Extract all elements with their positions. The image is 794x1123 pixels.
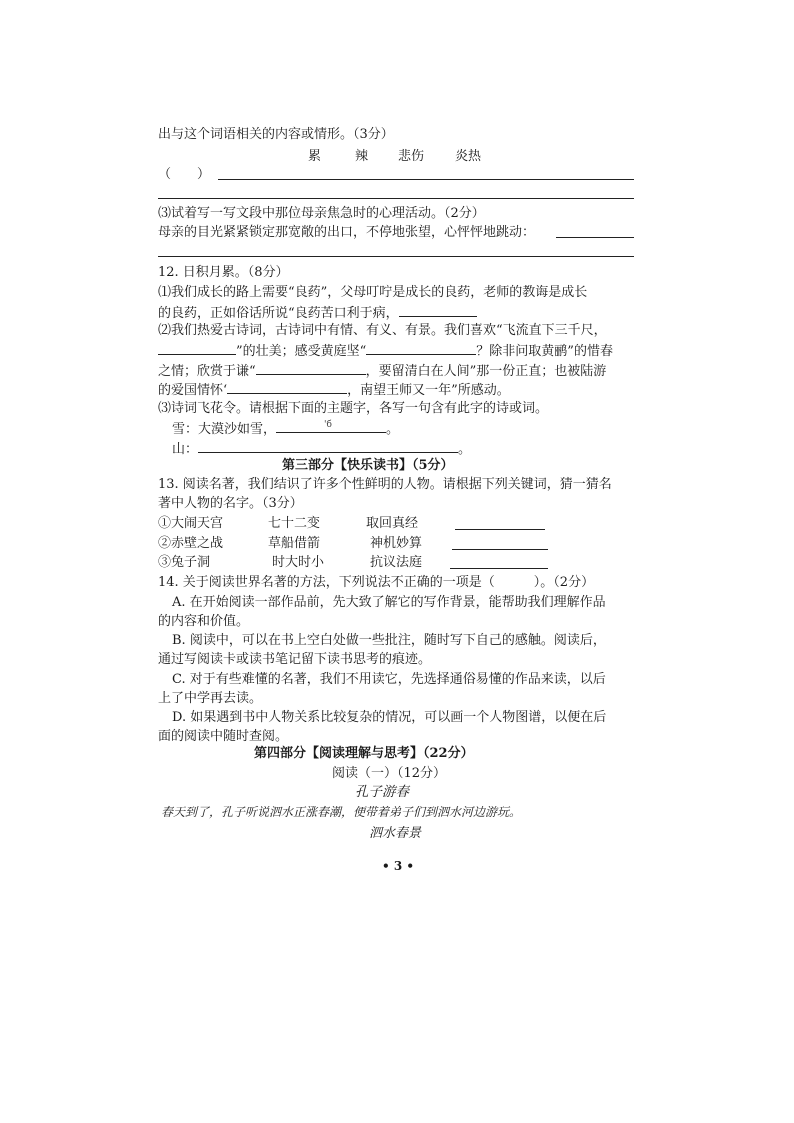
q12-p2-b: ”的壮美；感受黄庭坚“ ？除非问取黄鹂”的惜春 bbox=[158, 343, 613, 358]
q12-p1-b: 的良药，正如俗话所说“良药苦口利于病， bbox=[158, 305, 477, 320]
answer-blank[interactable] bbox=[276, 421, 386, 433]
q14-option-d: D. 如果遇到书中人物关系比较复杂的情况，可以画一个人物图谱，以便在后 bbox=[172, 710, 607, 725]
q11-word-1: 累 bbox=[308, 149, 322, 164]
passage-subtitle: 泗水春景 bbox=[369, 826, 422, 841]
q13-row-3-c1: ③兔子洞 bbox=[158, 555, 211, 570]
q12-p1-a: ⑴我们成长的路上需要“良药”，父母叮咛是成长的良药，老师的教诲是成长 bbox=[158, 285, 588, 300]
q13-row-1-c1: ①大闹天宫 bbox=[158, 516, 224, 531]
q13-row-3-c2: 时大时小 bbox=[272, 555, 325, 570]
q12-p2-d: 的爱国情怀‘ ，南望王师又一年”所感动。 bbox=[158, 383, 510, 398]
q11-word-2: 辣 bbox=[355, 149, 369, 164]
answer-line[interactable] bbox=[450, 568, 548, 569]
passage-sentence: 春天到了，孔子听说泗水正涨春潮，便带着弟子们到泗水河边游玩。 bbox=[161, 805, 522, 819]
answer-line[interactable] bbox=[452, 549, 548, 550]
q12-p2-c: 之情；欣赏于谦“ ，要留清白在人间”那一份正直；也被陆游 bbox=[158, 364, 607, 379]
part3-heading: 第三部分【快乐读书】（5分） bbox=[282, 458, 454, 473]
part4-heading: 第四部分【阅读理解与思考】（22分） bbox=[254, 746, 474, 761]
q14-option-d-cont: 面的阅读中随时查阅。 bbox=[158, 729, 289, 744]
answer-line[interactable] bbox=[218, 179, 634, 180]
passage-title: 孔子游春 bbox=[355, 784, 409, 800]
answer-blank[interactable] bbox=[198, 441, 458, 453]
q11-paren: （ ） bbox=[158, 167, 211, 182]
reading-1-label: 阅读（一）（12分） bbox=[332, 766, 447, 781]
q14-option-b: B. 阅读中，可以在书上空白处做一些批注，随时写下自己的感触。阅读后， bbox=[172, 633, 606, 648]
q11-word-4: 炎热 bbox=[455, 149, 482, 164]
q11-sub3-line: 母亲的目光紧紧锁定那宽敞的出口，不停地张望，心怦怦地跳动： bbox=[158, 225, 536, 240]
q12-p2-a: ⑵我们热爱古诗词，古诗词中有情、有义、有景。我们喜欢“飞流直下三千尺， bbox=[158, 323, 607, 338]
q14-stem: 14. 关于阅读世界名著的方法，下列说法不正确的一项是（ ）。（2分） bbox=[158, 575, 595, 590]
q13-b: 著中人物的名字。（3分） bbox=[158, 496, 303, 511]
q13-row-2-c2: 草船借箭 bbox=[268, 536, 321, 551]
q13-row-2-c1: ②赤壁之战 bbox=[158, 536, 224, 551]
q11-word-3: 悲伤 bbox=[398, 149, 425, 164]
q12-title: 12. 日积月累。（8分） bbox=[158, 265, 289, 280]
answer-line[interactable] bbox=[556, 237, 634, 238]
answer-line[interactable] bbox=[158, 256, 634, 257]
q13-a: 13. 阅读名著，我们结识了许多个性鲜明的人物。请根据下列关键词，猜一猜名 bbox=[158, 477, 612, 492]
answer-line[interactable] bbox=[455, 529, 545, 530]
q12-snow: 雪：大漠沙如雪， 'б 。 bbox=[172, 420, 400, 437]
answer-blank[interactable] bbox=[366, 343, 476, 355]
q13-row-3-c3: 抗议法庭 bbox=[370, 555, 423, 570]
answer-blank[interactable] bbox=[256, 363, 366, 375]
q11-intro: 出与这个词语相关的内容或情形。（3分） bbox=[158, 127, 394, 142]
answer-line[interactable] bbox=[158, 198, 634, 199]
q12-mountain: 山： 。 bbox=[172, 442, 472, 457]
q13-row-1-c2: 七十二变 bbox=[268, 516, 321, 531]
q14-option-a: A. 在开始阅读一部作品前，先大致了解它的写作背景，能帮助我们理解作品 bbox=[172, 595, 606, 610]
answer-blank[interactable] bbox=[158, 343, 236, 355]
q14-option-b-cont: 通过写阅读卡或读书笔记留下读书思考的痕迹。 bbox=[158, 652, 432, 667]
q14-option-c: C. 对于有些难懂的名著，我们不用读它，先选择通俗易懂的作品来读，以后 bbox=[172, 672, 606, 687]
q14-option-c-cont: 上了中学再去读。 bbox=[158, 691, 263, 706]
answer-blank[interactable] bbox=[227, 382, 347, 394]
q13-row-2-c3: 神机妙算 bbox=[370, 536, 423, 551]
page-number: • 3 • bbox=[382, 859, 415, 873]
q11-sub3: ⑶试着写一写文段中那位母亲焦急时的心理活动。（2分） bbox=[158, 206, 485, 221]
q12-p3: ⑶诗词飞花令。请根据下面的主题字，各写一句含有此字的诗或词。 bbox=[158, 401, 549, 416]
q13-row-1-c3: 取回真经 bbox=[366, 516, 419, 531]
q14-option-a-cont: 的内容和价值。 bbox=[158, 614, 250, 629]
handwritten-mark: 'б bbox=[324, 420, 332, 430]
answer-blank[interactable] bbox=[399, 305, 477, 317]
